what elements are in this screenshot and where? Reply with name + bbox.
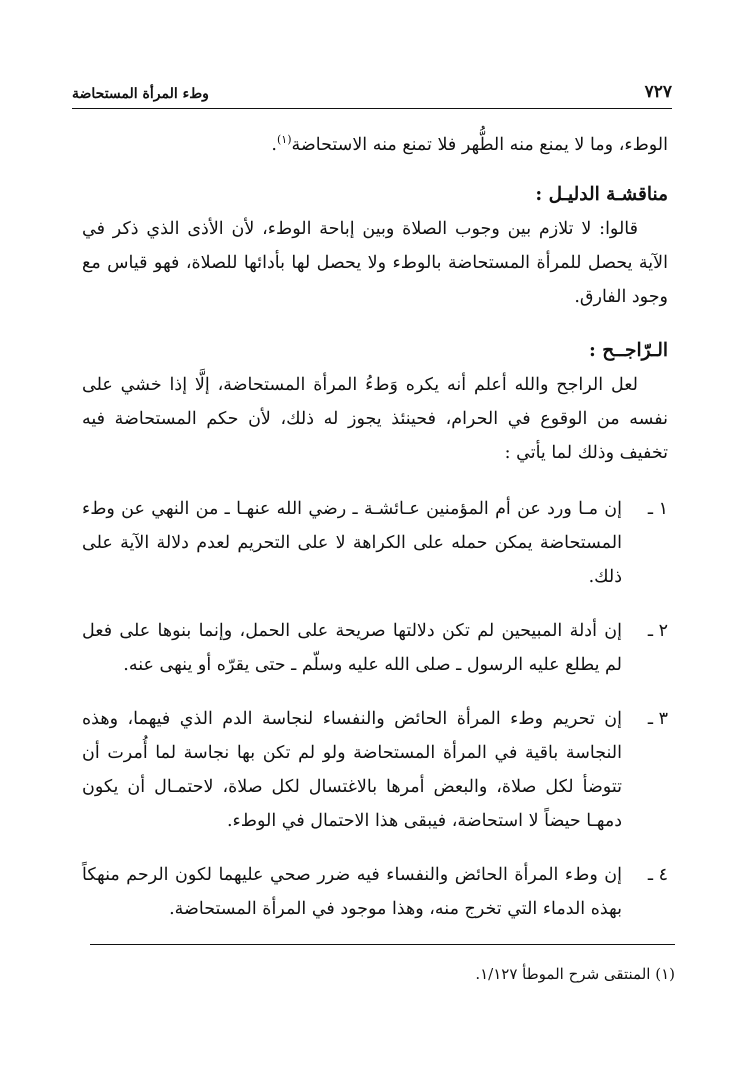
discussion-paragraph: قالوا: لا تلازم بين وجوب الصلاة وبين إباحة الوطء، لأن الأذى الذي ذكر في الآية يحصل للمرأة المستحاضة بالوطء ولا يحصل لها بأدائها للصلاة، فهو قياس مع وجود الفارق. <box>82 219 668 307</box>
preferred-paragraph: لعل الراجح والله أعلم أنه يكره وَطءُ المرأة المستحاضة، إلَّا إذا خشي على نفسه من الوقوع في الحرام، فحينئذ يجوز له ذلك، لأن حكم المستحاضة فيه تخفيف وذلك لما يأتي : <box>82 375 668 463</box>
footnote: (١) المنتقى شرح الموطأ ١/١٢٧. <box>475 965 675 983</box>
footnote-ref: (١) <box>277 133 292 147</box>
list-item <box>82 492 668 594</box>
intro-paragraph <box>82 128 668 162</box>
list-item <box>82 614 668 682</box>
preferred-heading: الـرّاجــح : <box>588 340 668 361</box>
point-number: ١ ـ <box>647 499 668 519</box>
list-item <box>82 702 668 838</box>
page-header <box>72 72 672 109</box>
page-number: ٧٢٧ <box>644 82 672 102</box>
point-text: إن تحريم وطء المرأة الحائض والنفساء لنجاسة الدم الذي فيهما، وهذه النجاسة باقية في المرأة المستحاضة ولو لم تكن بها نجاسة لما أُمرت أن تتوضأ لكل صلاة، والبعض أمرها بالاغتسال لكل صلاة، لاحتمـال أن يكون دمهـا حيضاً لا استحاضة، فيبقى هذا الاحتمال في الوطء. <box>82 709 622 831</box>
list-item <box>82 858 668 926</box>
running-title: وطء المرأة المستحاضة <box>72 86 209 102</box>
point-text: إن وطء المرأة الحائض والنفساء فيه ضرر صحي عليهما لكون الرحم منهكاً بهذه الدماء التي تخرج منه، وهذا موجود في المرأة المستحاضة. <box>82 865 622 919</box>
intro-end: . <box>271 135 277 155</box>
point-number: ٢ ـ <box>647 621 668 641</box>
point-text: إن أدلة المبيحين لم تكن دلالتها صريحة على الحمل، وإنما بنوها على فعل لم يطلع عليه الرسول ـ صلى الله عليه وسلّم ـ حتى يقرّه أو ينهى عنه. <box>82 621 622 675</box>
point-text: إن مـا ورد عن أم المؤمنين عـائشـة ـ رضي الله عنهـا ـ من النهي عن وطء المستحاضة يمكن حمله على الكراهة لا على التحريم لعدم دلالة الآية على ذلك. <box>82 499 622 587</box>
intro-text: الوطء، وما لا يمنع منه الطُّهر فلا تمنع منه الاستحاضة <box>291 135 668 155</box>
point-number: ٤ ـ <box>647 865 668 885</box>
discussion-heading: مناقشـة الدليـل : <box>535 184 668 205</box>
body-text <box>82 128 668 946</box>
points-list <box>82 492 668 926</box>
point-number: ٣ ـ <box>647 709 668 729</box>
footnote-divider <box>90 944 675 945</box>
